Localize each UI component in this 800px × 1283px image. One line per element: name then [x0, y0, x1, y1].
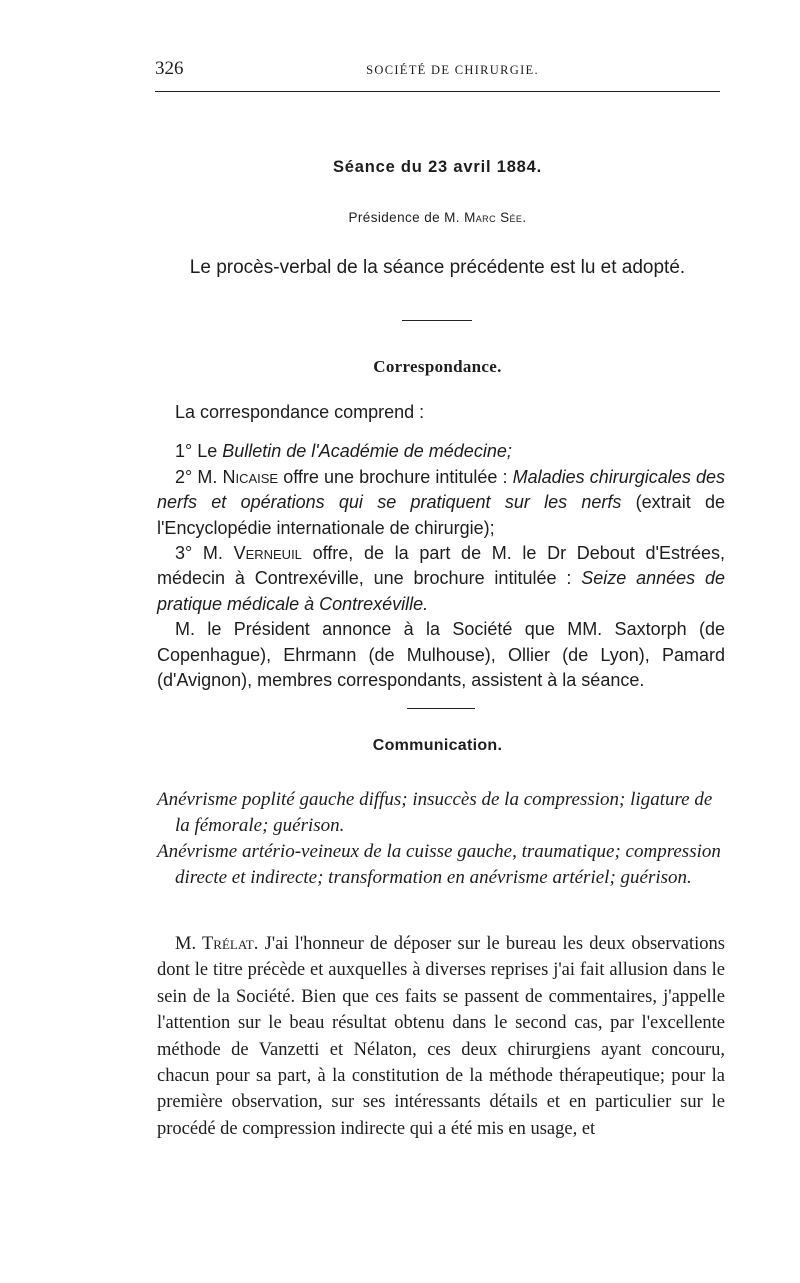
communication-title-2: Anévrisme artério-veineux de la cuisse gauche, traumatique; compression directe et indirecte; transformation en anévrisme artériel; guérison.: [157, 841, 721, 888]
communication-titles: [157, 787, 725, 891]
item-3-name: Verneuil: [233, 543, 302, 564]
item-3-prefix: 3° M.: [175, 543, 234, 564]
correspondance-heading: Correspondance.: [373, 357, 502, 376]
seance-title: Séance du 23 avril 1884.: [332, 158, 543, 176]
item-2-text: offre une brochure intitulée :: [278, 466, 513, 487]
presidence-prefix: Présidence de M.: [348, 210, 460, 225]
speaker-name: M. Trélat.: [175, 934, 259, 954]
running-title: SOCIÉTÉ DE CHIRURGIE.: [366, 63, 539, 77]
item-2-title: Maladies chirurgicales des nerfs et opérations qui se pratiquent sur les nerfs: [157, 466, 725, 513]
communication-title-1: Anévrisme poplité gauche diffus; insuccès de la compression; ligature de la fémorale; guérison.: [157, 789, 713, 836]
correspondance-announcement: M. le Président annonce à la Société que MM. Saxtorph (de Copenhague), Ehrmann (de Mulhouse), Ollier (de Lyon), Pamard (d'Avignon), membres correspondants, assistent à la séance.: [157, 619, 725, 691]
item-3-text: offre, de la part de M. le Dr Debout d'Estrées, médecin à Contrexéville, une brochure intitulée :: [157, 543, 725, 589]
item-2-suffix: (extrait de l'Encyclopédie internationale de chirurgie);: [157, 492, 725, 538]
correspondance-item-3: [157, 541, 725, 617]
item-1-prefix: 1° Le: [175, 441, 223, 462]
item-3-title: Seize années de pratique médicale à Contrexéville.: [157, 568, 725, 614]
item-2-prefix: 2° M.: [175, 466, 223, 487]
item-1-title: Bulletin de l'Académie de médecine;: [222, 441, 512, 462]
correspondance-item-2: [157, 465, 725, 541]
header-rule: [155, 91, 720, 92]
president-name: Marc Sée.: [464, 210, 527, 225]
communication-heading: Communication.: [372, 737, 503, 754]
proces-verbal: Le procès-verbal de la séance précédente est lu et adopté.: [189, 257, 686, 278]
section-divider: [402, 320, 472, 321]
paragraph-text: J'ai l'honneur de déposer sur le bureau les deux observations dont le titre précède et auxquelles à diverses reprises j'ai fait allusion dans le sein de la Société. Bien que ces faits se passent de commentaires, j'appelle l'attention sur le beau résultat obtenu dans le second cas, par l'excellente méthode de Vanzetti et Nélaton, ces deux chirurgiens ayant concouru, chacun pour sa part, à la constitution de la méthode thérapeutique; pour la première observation, sur ses intéressants détails et en particulier sur le procédé de compression indirecte qui a été mis en usage, et: [157, 934, 725, 1139]
correspondance-intro: La correspondance comprend :: [175, 402, 425, 422]
page-number: 326: [155, 58, 184, 79]
correspondance-item-1: [157, 439, 725, 464]
trelat-text: [157, 931, 725, 1142]
correspondance-body: [157, 400, 725, 693]
item-2-name: Nicaise: [222, 466, 279, 487]
presidence-line: [155, 210, 720, 225]
trelat-paragraph: [157, 931, 725, 1142]
section-divider: [407, 708, 475, 709]
page-header: [155, 58, 720, 84]
